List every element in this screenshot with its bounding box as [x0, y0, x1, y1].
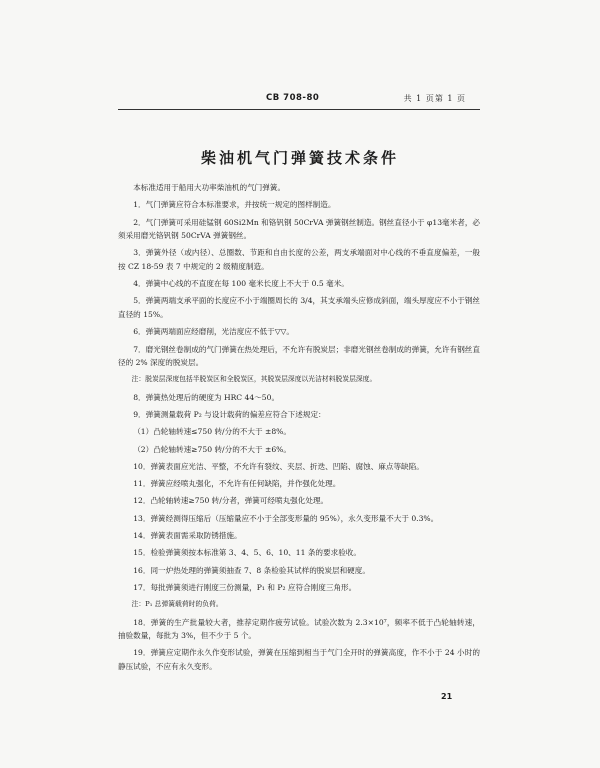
clause-14: 14．弹簧表面需采取防锈措施。 [133, 531, 242, 541]
note-1: 注：脱炭层深度包括半脱炭区和全脱炭区，其脱炭层深度以光洁材料脱炭层深度。 [131, 375, 377, 384]
clause-9: 9．弹簧测量载荷 P₂ 与设计载荷的偏差应符合下述规定： [133, 409, 326, 419]
page-header [0, 93, 600, 109]
clause-1: 1．气门弹簧应符合本标准要求，并按统一规定的图样制造。 [133, 200, 336, 210]
clause-3: 3．弹簧外径（或内径）、总圈数、节距和自由长度的公差，两支承端面对中心线的不垂直度偏差，一般按 CZ 18-59 表 7 中规定的 2 级精度制造。 [118, 248, 480, 271]
clause-5: 5．弹簧两端支承平面的长度应不小于端圈周长的 3/4，其支承端头应修成斜面，端头厚度应不小于钢丝直径的 15%。 [118, 296, 480, 319]
clause-8: 8．弹簧热处理后的硬度为 HRC 44～50。 [133, 392, 280, 402]
clause-11: 11．弹簧应经喷丸强化，不允许有任何缺陷，并作强化处理。 [133, 479, 341, 489]
clause-4: 4．弹簧中心线的不直度在每 100 毫米长度上不大于 0.5 毫米。 [133, 279, 349, 289]
clause-19: 19．弹簧应定期作永久作变形试验，弹簧在压缩到相当于气门全开时的弹簧高度，作不小于 24 小时的静压试验，不应有永久变形。 [118, 648, 480, 671]
page-info: 共 1 页第 1 页 [403, 94, 466, 103]
clause-7: 7．磨光钢丝卷制成的气门弹簧在热处理后，不允许有脱炭层；非磨光钢丝卷制成的弹簧，允许有钢丝直径的 2% 深度的脱炭层。 [118, 344, 480, 368]
clause-17: 17．每批弹簧须进行刚度三份测量，P₁ 和 P₂ 应符合刚度三角形。 [133, 582, 357, 592]
clause-15: 15．检验弹簧须按本标准第 3、4、5、6、10、11 条的要求验收。 [133, 548, 361, 558]
clause-16: 16．同一炉热处理的弹簧须抽查 7、8 条检验其试样的脱炭层和硬度。 [133, 565, 370, 575]
note-2: 注：P₁ 总弹簧载荷时的负荷。 [131, 600, 223, 609]
clause-9-item-1: （1）凸轮轴转速≤750 转/分的不大于 ±8%。 [133, 427, 291, 437]
intro-paragraph: 本标准适用于船用大功率柴油机的气门弹簧。 [133, 183, 286, 192]
document-body [118, 181, 480, 677]
clause-6: 6．弹簧两端面应经磨削，光洁度应不低于▽▽。 [133, 327, 294, 337]
page-number: 21 [441, 692, 453, 701]
document-title: 柴油机气门弹簧技术条件 [200, 149, 399, 167]
clause-12: 12．凸轮轴转速≥750 转/分者，弹簧可经喷丸强化处理。 [133, 496, 329, 506]
header-divider [118, 109, 480, 110]
standard-code: CB 708-80 [266, 93, 320, 103]
clause-2: 2．气门弹簧可采用硅锰钢 60Si2Mn 和铬钒钢 50CrVA 弹簧钢丝制造。钢丝直径小于 φ13毫米者，必须采用磨光铬钒钢 50CrVA 弹簧钢丝。 [118, 217, 481, 241]
clause-18: 18．弹簧的生产批量较大者，推荐定期作疲劳试验。试验次数为 2.3×10⁷，频率不低于凸轮轴转速，抽验数量，每批为 3%，但不少于 5 个。 [118, 617, 480, 641]
clause-9-item-2: （2）凸轮轴转速≥750 转/分的不大于 ±6%。 [133, 444, 291, 454]
clause-13: 13．弹簧经测得压缩后（压缩量应不小于全部变形量的 95%），永久变形量不大于 0.3%。 [133, 513, 439, 523]
clause-10: 10．弹簧表面应光洁、平整，不允许有裂纹、夹层、折迭、凹陷、腐蚀、麻点等缺陷。 [133, 461, 424, 471]
